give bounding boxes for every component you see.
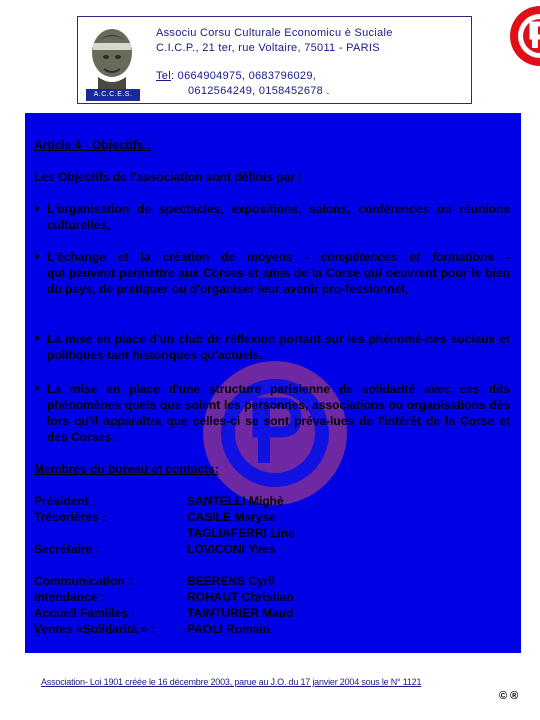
moor-head-icon: [84, 23, 140, 89]
bullet-text-heading: [47, 249, 510, 265]
bureau-role: Président :: [34, 494, 97, 508]
bullet-text: La mise en place d'une structure parisienne de solidarité avec ces dits phénomènes quels que soient les personnes, associations ou organisations dès lors qu'il apparaîtra que celles-ci se sont préva-lues de l'intérêt de la Corse et des Corses .: [47, 382, 510, 444]
bullet-icon: ●: [34, 203, 41, 214]
bureau-title: Membres du bureau et contacts:: [34, 462, 219, 476]
bullet-text: qui peuvent permettre aux Corses et amis de la Corse qui oeuvrent pour le bien du pays, de pratiquer ou d'organiser leur avenir pro-fessionnel,: [47, 266, 510, 296]
article-title: Article 4 - Objectifs :: [34, 138, 151, 152]
bullet-icon: ●: [34, 383, 41, 394]
bureau-role: Accueil Familles :: [34, 606, 136, 620]
bureau-role: Intendance :: [34, 590, 105, 604]
bullet-icon: ●: [34, 333, 41, 344]
association-address: C.I.C.P., 21 ter, rue Voltaire, 75011 - PARIS: [156, 42, 380, 54]
brand-logo-icon: [508, 4, 540, 68]
bureau-name: TAINTURIER Maud: [187, 606, 294, 620]
bureau-name: LOVICONI Yves: [187, 542, 276, 556]
bureau-name: BEERENS Cyril: [187, 574, 276, 588]
logo-caption: A.C.C.E.S.: [86, 89, 140, 101]
phone-line-2: 0612564249, 0158452678 .: [188, 85, 330, 97]
bureau-name: SANTELLI Mighè: [187, 494, 284, 508]
bullet-text: La mise en place d'un club de réflexion portant sur les phénomè-nes sociaux et politiques tant historiques qu'actuels.: [47, 332, 510, 362]
content-panel: [25, 113, 521, 653]
tel-label: Tel: [156, 70, 171, 82]
bullet-text-italic: compétences et formations: [320, 250, 494, 264]
article-intro: Les Objectifs de l'association sont définis par :: [34, 170, 303, 184]
header-box: [77, 16, 472, 104]
bullet-text-suffix: -: [494, 250, 510, 264]
bureau-name: CASILE Maryse: [187, 510, 276, 524]
bureau-name: PAOLI Romain: [187, 622, 271, 636]
phone-numbers-1: : 0664904975, 0683796029,: [170, 70, 317, 82]
bureau-role: Secrétaire :: [34, 542, 100, 556]
legal-footer-link[interactable]: Association- Loi 1901 créée le 16 décembre 2003, parue au J.O. du 17 janvier 2004 sous le N° 1121: [41, 677, 422, 687]
bullet-text-prefix: L'échange et la création de moyens -: [47, 250, 321, 264]
bureau-role: Ventes «Sulidarità » :: [34, 622, 155, 636]
acces-logo: [84, 23, 140, 98]
bureau-name: ROHAUT Christian: [187, 590, 294, 604]
association-name: Associu Corsu Culturale Economicu è Suciale: [156, 27, 393, 39]
bullet-icon: ●: [34, 251, 41, 262]
phone-line-1: [156, 70, 316, 82]
bureau-role: Trésorières :: [34, 510, 107, 524]
copyright-mark: © ®: [499, 690, 519, 702]
bureau-role: Communication :: [34, 574, 132, 588]
bullet-text: L'organisation de spectacles, expositions, salons, conférences ou réunions culturelles,: [47, 202, 510, 232]
bureau-name: TAGLIAFERRI Line: [187, 526, 295, 540]
